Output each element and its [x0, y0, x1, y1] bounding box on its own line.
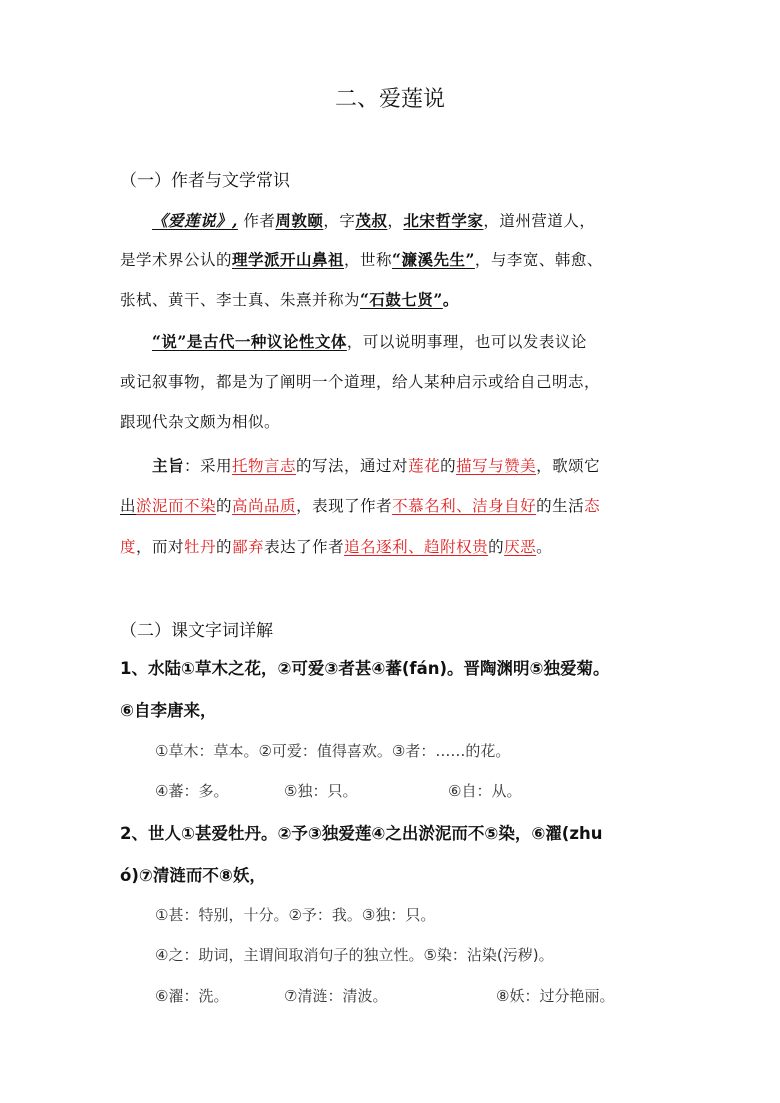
theme-paragraph-line-3: 度，而对牡丹的鄙弃表达了作者追名逐利、趋附权贵的厌恶。 — [120, 538, 553, 556]
vocab-note: ④之：助词，主谓间取消句子的独立性。⑤染：沾染(污秽)。 — [155, 946, 554, 964]
vocab-note: ⑧妖：过分艳丽。 — [496, 987, 615, 1005]
theme-paragraph-line-1: 主旨：采用托物言志的写法，通过对莲花的描写与赞美，歌颂它 — [152, 456, 601, 475]
seven-sages: “石鼓七贤” — [360, 290, 443, 309]
vocab-note: ①甚：特别，十分。②予：我。③独：只。 — [155, 906, 436, 924]
vocab-note: ⑥自：从。 — [448, 782, 522, 800]
author-alias: “濂溪先生” — [392, 250, 475, 269]
courtesy-name: 茂叔 — [355, 211, 388, 230]
genre-paragraph-line-2: 或记叙事物，都是为了阐明一个道理，给人某种启示或给自己明志， — [120, 373, 601, 391]
author-paragraph-line-2: 是学术界公认的理学派开山鼻祖，世称“濂溪先生”，与李宽、韩愈、 — [120, 250, 603, 269]
genre-paragraph-line-3: 跟现代杂文颇为相似。 — [120, 413, 281, 431]
theme-paragraph-line-2: 出淤泥而不染的高尚品质，表现了作者不慕名利、洁身自好的生活态 — [120, 497, 601, 515]
work-title: 《爱莲说》, — [152, 211, 238, 230]
author-paragraph-line-1: 《爱莲说》, 作者周敦颐，字茂叔，北宋哲学家，道州营道人， — [152, 211, 596, 230]
genre-definition: “说”是古代一种议论性文体 — [152, 332, 347, 351]
theme-label: 主旨 — [152, 456, 185, 475]
vocab-note: ⑦清涟：清波。 — [284, 987, 388, 1005]
author-identity: 北宋哲学家 — [403, 211, 484, 230]
section-heading-vocabulary: （二）课文字词详解 — [120, 621, 273, 641]
author-name: 周敦颐 — [275, 211, 324, 230]
page-title: 二、爱莲说 — [334, 87, 445, 112]
vocab-note: ④蕃：多。 — [155, 782, 229, 800]
vocab-item-2-line-1: 2、世人①甚爱牡丹。②予③独爱莲④之出淤泥而不⑤染，⑥濯(zhu — [120, 824, 603, 843]
vocab-note: ⑥濯：洗。 — [155, 987, 229, 1005]
genre-paragraph-line-1: “说”是古代一种议论性文体，可以说明事理，也可以发表议论 — [152, 332, 587, 351]
section-heading-author: （一）作者与文学常识 — [120, 171, 290, 191]
vocab-note: ①草木：草本。②可爱：值得喜欢。③者：……的花。 — [155, 742, 511, 760]
vocab-note: ⑤独：只。 — [284, 782, 358, 800]
vocab-item-2-line-2: ó)⑦清涟而不⑧妖， — [120, 866, 266, 885]
author-paragraph-line-3: 张栻、黄干、李士真、朱熹并称为“石鼓七贤”。 — [120, 290, 459, 309]
vocab-item-1-line-2: ⑥自李唐来， — [120, 701, 217, 720]
school-founder: 理学派开山鼻祖 — [232, 250, 345, 269]
vocab-item-1-line-1: 1、水陆①草木之花，②可爱③者甚④蕃(fán)。晋陶渊明⑤独爱菊。 — [120, 659, 610, 678]
